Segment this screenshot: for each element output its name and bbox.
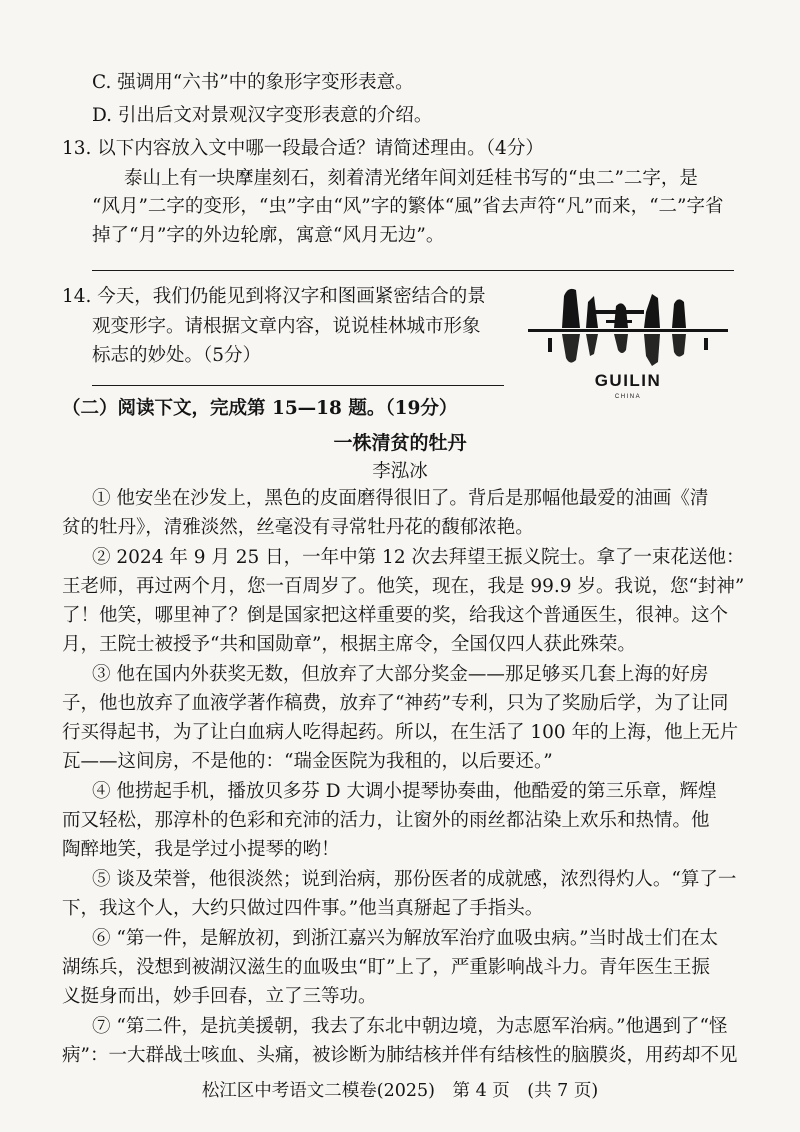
paragraph-line: 义挺身而出，妙手回春，立了三等功。 <box>62 986 377 1007</box>
paragraph-line: ③ 他在国内外获奖无数，但放弃了大部分奖金——那足够买几套上海的好房 <box>92 664 709 685</box>
paragraph-line: 贫的牡丹》，清雅淡然，丝毫没有寻常牡丹花的馥郁浓艳。 <box>62 517 534 538</box>
paragraph-line: 而又轻松，那淳朴的色彩和充沛的活力，让窗外的雨丝都沾染上欢乐和热情。他 <box>62 810 710 831</box>
paragraph-line: 子，他也放弃了血液学著作稿费，放弃了“神药”专利，只为了奖励后学，为了让同 <box>62 693 729 714</box>
paragraph-line: 了！他笑，哪里神了？倒是国家把这样重要的奖，给我这个普通医生，很神。这个 <box>62 605 729 626</box>
paragraph-line: 陶醉地笑，我是学过小提琴的哟！ <box>62 839 340 860</box>
paragraph-line: ④ 他捞起手机，播放贝多芬 D 大调小提琴协奏曲，他酷爱的第三乐章，辉煌 <box>92 781 717 802</box>
q14-prompt-line: 标志的妙处。（5分） <box>92 345 262 366</box>
page-footer: 松江区中考语文二模卷(2025) 第 4 页 (共 7 页) <box>201 1081 599 1101</box>
q14-answer-line[interactable] <box>92 385 504 386</box>
guilin-logo-graphic <box>528 282 728 400</box>
logo-text: GUILIN <box>594 371 662 390</box>
paragraph-line: ⑦ “第二件，是抗美援朝，我去了东北中朝边境，为志愿军治病。”他遇到了“怪 <box>92 1016 728 1037</box>
q13-quote-line: “风月”二字的变形，“虫”字由“风”字的繁体“風”省去声符“凡”而来，“二”字省 <box>92 196 724 217</box>
paragraph-line: 月，王院士被授予“共和国勋章”，根据主席令，全国仅四人获此殊荣。 <box>62 634 636 655</box>
q12-option-d: D. 引出后文对景观汉字变形表意的介绍。 <box>92 105 433 126</box>
paragraph-line: ⑥ “第一件，是解放初，到浙江嘉兴为解放军治疗血吸虫病。”当时战士们在太 <box>92 928 719 949</box>
q12-option-c: C. 强调用“六书”中的象形字变形表意。 <box>92 72 414 93</box>
paragraph-line: 湖练兵，没想到被湖汉滋生的血吸虫“盯”上了，严重影响战斗力。青年医生王振 <box>62 957 710 978</box>
article-author: 李泓冰 <box>372 461 428 482</box>
guilin-city-logo <box>528 282 728 400</box>
q13-prompt: 13. 以下内容放入文中哪一段最合适？请简述理由。（4分） <box>62 138 544 159</box>
paragraph-line: 病”：一大群战士咳血、头痛，被诊断为肺结核并伴有结核性的脑膜炎，用药却不见 <box>62 1045 738 1066</box>
paragraph-line: 行买得起书，为了让白血病人吃得起药。所以，在生活了 100 年的上海，他上无片 <box>62 722 739 743</box>
paragraph-line: ⑤ 谈及荣誉，他很淡然；说到治病，那份医者的成就感，浓烈得灼人。“算了一 <box>92 869 737 890</box>
paragraph-line: 瓦——这间房，不是他的：“瑞金医院为我租的，以后要还。” <box>62 751 553 772</box>
section-heading: （二）阅读下文，完成第 15—18 题。（19分） <box>62 398 458 419</box>
q14-prompt-line: 14. 今天，我们仍能见到将汉字和图画紧密结合的景 <box>62 286 486 307</box>
logo-subtext: CHINA <box>614 394 642 400</box>
q13-answer-line[interactable] <box>92 270 734 271</box>
paragraph-line: ① 他安坐在沙发上，黑色的皮面磨得很旧了。背后是那幅他最爱的油画《清 <box>92 488 709 509</box>
paragraph-line: ② 2024 年 9 月 25 日，一年中第 12 次去拜望王振义院士。拿了一束花送他： <box>92 547 745 568</box>
q13-quote-line: 泰山上有一块摩崖刻石，刻着清光绪年间刘廷桂书写的“虫二”二字，是 <box>124 168 698 189</box>
q14-prompt-line: 观变形字。请根据文章内容，说说桂林城市形象 <box>92 316 481 337</box>
paragraph-line: 王老师，再过两个月，您一百周岁了。他笑，现在，我是 99.9 岁。我说，您“封神” <box>62 576 745 597</box>
q13-quote-line: 掉了“月”字的外边轮廓，寓意“风月无边”。 <box>92 225 445 246</box>
paragraph-line: 下，我这个人，大约只做过四件事。”他当真掰起了手指头。 <box>62 898 544 919</box>
article-title: 一株清贫的牡丹 <box>333 432 467 454</box>
